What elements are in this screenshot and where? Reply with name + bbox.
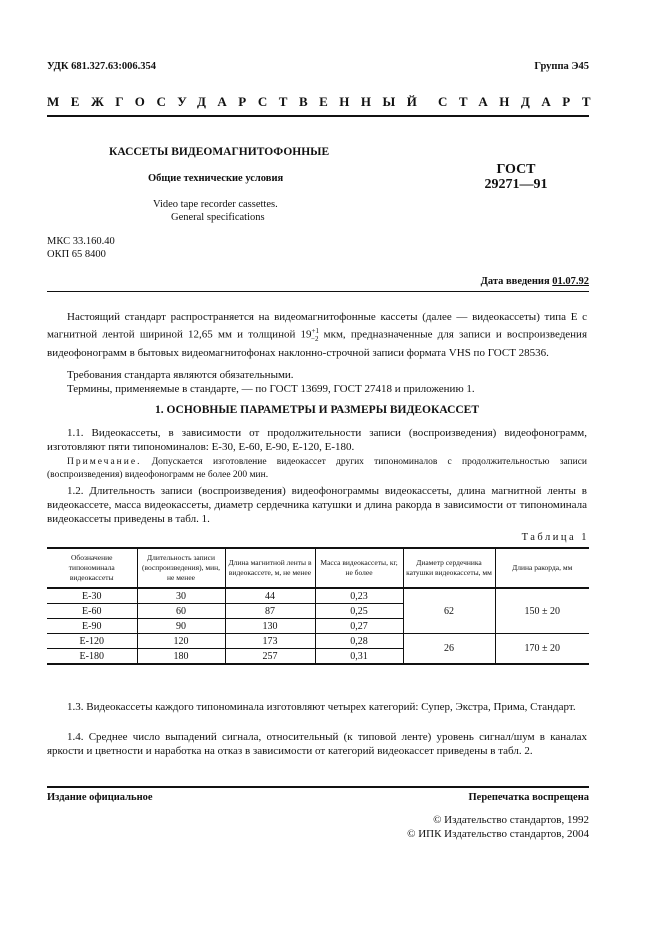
reprint-prohibited: Перепечатка воспрещена: [468, 792, 589, 803]
group-code: Группа Э45: [534, 61, 589, 72]
table-1: [47, 547, 589, 665]
cell-mass: 0,27: [315, 619, 403, 634]
cell-designation: Е-120: [47, 634, 137, 649]
cell-leader-length-b: 170 ± 20: [495, 634, 589, 665]
paragraph-1-2: 1.2. Длительность записи (воспроизведения) видеофонограммы видеокассеты, длина магнитной ленты в видеокассете, масса видеокассеты, диаметр сердечника катушки и длина ракорда в зависимости от типономинала видеокассеты приведены в табл. 1.: [47, 485, 587, 525]
cell-designation: Е-90: [47, 619, 137, 634]
cell-tape-length: 87: [225, 604, 315, 619]
mks-code: МКС 33.160.40: [47, 236, 115, 247]
cell-tape-length: 44: [225, 588, 315, 604]
table-row: [47, 588, 589, 604]
cell-mass: 0,25: [315, 604, 403, 619]
cell-tape-length: 173: [225, 634, 315, 649]
col-header-designation: Обозначение типономинала видеокассеты: [47, 548, 137, 588]
cell-leader-length-a: 150 ± 20: [495, 588, 589, 634]
cell-mass: 0,31: [315, 649, 403, 665]
cell-core-diameter-a: 62: [403, 588, 495, 634]
cell-mass: 0,23: [315, 588, 403, 604]
banner-interstate: МЕЖГОСУДАРСТВЕННЫЙ: [47, 94, 429, 109]
cell-designation: Е-60: [47, 604, 137, 619]
note: [47, 456, 587, 482]
intro-date: [481, 276, 589, 287]
cell-core-diameter-b: 26: [403, 634, 495, 665]
table-row: [47, 634, 589, 649]
paragraph-1-1: 1.1. Видеокассеты, в зависимости от продолжительности записи (воспроизведения) видеофонограмм, изготовляют пяти типономиналов: Е-30, Е-60, Е-90, Е-120, Е-180.: [47, 427, 587, 453]
cell-duration: 60: [137, 604, 225, 619]
note-label: Примечание.: [67, 457, 142, 467]
intro-date-label: Дата введения: [480, 276, 550, 287]
section-1-heading: 1. ОСНОВНЫЕ ПАРАМЕТРЫ И РАЗМЕРЫ ВИДЕОКАССЕТ: [154, 404, 480, 416]
paragraph-1-4: 1.4. Среднее число выпадений сигнала, относительный (к типовой ленте) уровень сигнал/шум в каналах яркости и цветности и наработка на отказ в зависимости от категорий видеокассет приведены в табл. 2.: [47, 731, 587, 757]
table-header-row: [47, 548, 589, 588]
copyright-2004: © ИПК Издательство стандартов, 2004: [407, 828, 589, 840]
note-text: Допускается изготовление видеокассет других типономиналов с продолжительностью записи (воспроизведения) видеофонограмм не более 200 мин.: [47, 457, 588, 480]
english-title-line1: Video tape recorder cassettes.: [153, 199, 278, 210]
header-rule: [47, 115, 589, 117]
udk-code: УДК 681.327.63:006.354: [47, 61, 156, 72]
cell-designation: Е-30: [47, 588, 137, 604]
paragraph-1-3: 1.3. Видеокассеты каждого типономинала изготовляют четырех категорий: Супер, Экстра, Прима, Стандарт.: [67, 701, 576, 713]
paragraph-mandatory: Требования стандарта являются обязательными.: [67, 369, 294, 381]
gost-number: 29271—91: [484, 177, 548, 192]
cell-tape-length: 130: [225, 619, 315, 634]
col-header-duration: Длительность записи (воспроизведения), мин, не менее: [137, 548, 225, 588]
official-edition: Издание официальное: [47, 792, 153, 803]
cell-duration: 180: [137, 649, 225, 665]
intro-date-value: 01.07.92: [552, 276, 589, 287]
paragraph-terms: Термины, применяемые в стандарте, — по ГОСТ 13699, ГОСТ 27418 и приложению 1.: [67, 383, 475, 395]
col-header-leader-length: Длина ракорда, мм: [495, 548, 589, 588]
col-header-core-diameter: Диаметр сердечника катушки видеокассеты, мм: [403, 548, 495, 588]
cell-mass: 0,28: [315, 634, 403, 649]
okp-code: ОКП 65 8400: [47, 249, 106, 260]
table-1-label: Таблица 1: [521, 532, 589, 543]
col-header-mass: Масса видеокассеты, кг, не более: [315, 548, 403, 588]
paragraph-scope: Настоящий стандарт распространяется на видеомагнитофонные кассеты (далее — видеокассеты) типа Е с магнитной лентой шириной 12,65 мм и толщиной $19^{+1}_{-2}$ мкм, предназначенные для записи и воспроизведения видеофонограмм в бытовых видеомагнитофонах наклонно-строчной записи формата VHS по ГОСТ 28536.: [47, 311, 588, 359]
intro-rule: [47, 291, 589, 292]
footer-rule: [47, 786, 589, 788]
copyright-1992: © Издательство стандартов, 1992: [433, 814, 589, 826]
document-subtitle: Общие технические условия: [148, 173, 284, 184]
cell-duration: 120: [137, 634, 225, 649]
gost-label: ГОСТ: [496, 162, 536, 177]
cell-duration: 30: [137, 588, 225, 604]
cell-tape-length: 257: [225, 649, 315, 665]
banner-standard: СТАНДАРТ: [438, 94, 603, 109]
cell-duration: 90: [137, 619, 225, 634]
document-title: КАССЕТЫ ВИДЕОМАГНИТОФОННЫЕ: [109, 146, 330, 158]
col-header-tape-length: Длина магнитной ленты в видеокассете, м, не менее: [225, 548, 315, 588]
english-title-line2: General specifications: [171, 212, 265, 223]
cell-designation: Е-180: [47, 649, 137, 665]
